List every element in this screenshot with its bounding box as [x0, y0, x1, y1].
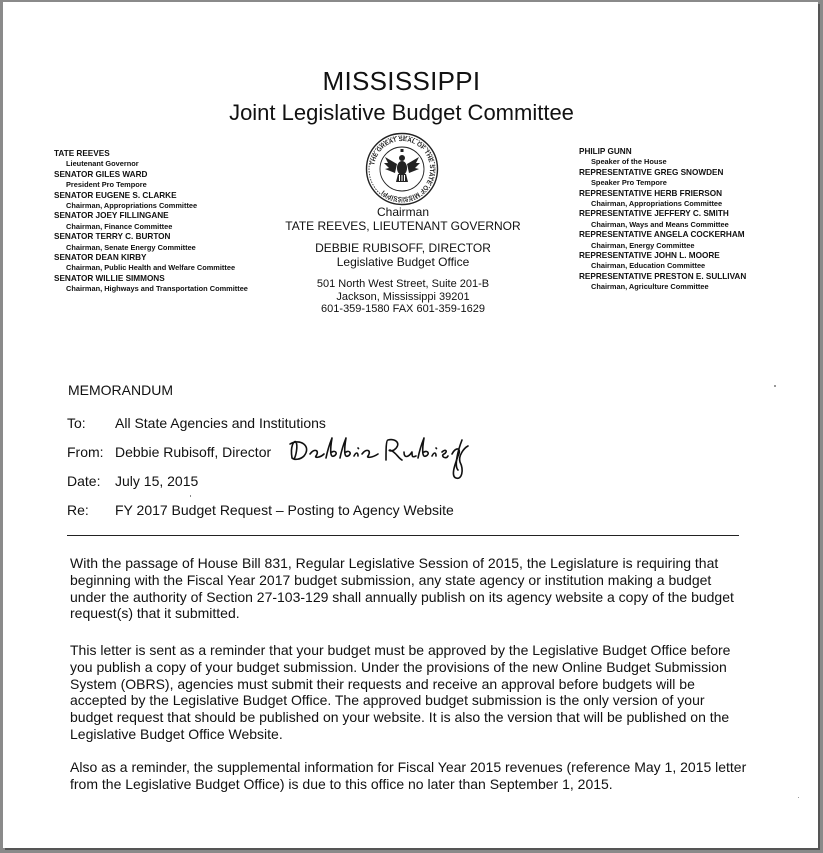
- letterhead-committee: Joint Legislative Budget Committee: [229, 100, 574, 125]
- member-entry: [54, 170, 284, 191]
- chairman-label: Chairman: [376, 205, 430, 219]
- member-role: Chairman, Energy Committee: [591, 240, 695, 250]
- member-name: REPRESENTATIVE GREG SNOWDEN: [579, 167, 724, 177]
- scan-speck: [798, 797, 799, 798]
- member-role: Chairman, Highways and Transportation Committee: [66, 284, 248, 294]
- member-role: Speaker of the House: [591, 157, 667, 167]
- member-entry: [54, 253, 284, 274]
- member-name: SENATOR DEAN KIRBY: [54, 253, 147, 263]
- director-name: DEBBIE RUBISOFF, DIRECTOR: [315, 241, 491, 255]
- member-name: SENATOR JOEY FILLINGANE: [54, 211, 169, 221]
- member-name: REPRESENTATIVE JEFFERY C. SMITH: [579, 209, 729, 219]
- member-name: SENATOR GILES WARD: [54, 169, 148, 179]
- member-role: Chairman, Finance Committee: [66, 221, 173, 231]
- member-role: Chairman, Agriculture Committee: [591, 282, 709, 292]
- member-entry: [54, 274, 284, 295]
- scan-speck: [190, 495, 191, 497]
- member-role: Chairman, Education Committee: [591, 261, 706, 271]
- member-name: TATE REEVES: [54, 149, 110, 158]
- member-role: Chairman, Appropriations Committee: [66, 201, 198, 211]
- to-label: To:: [67, 415, 86, 431]
- member-entry: [579, 147, 809, 168]
- member-entry: [579, 209, 809, 230]
- memo-from-row: [67, 444, 271, 460]
- body-paragraph-3: Also as a reminder, the supplemental information for Fiscal Year 2015 revenues (reference May 1, 2015 letter from the Legislative Budget Office) is due to this office no later than September 1, 2015.: [70, 759, 747, 792]
- date-value: July 15, 2015: [115, 473, 199, 489]
- body-paragraph-2: This letter is sent as a reminder that your budget must be approved by the Legislative Budget Office before you publish a copy of your budget submission. Under the provisions of the new Online Budget Submission System (OBRS), agencies must submit their requests and receive an approval before budgets will be accepted by the Legislative Budget Office. The approved budget submission is the only version of your budget request that should be published on your website. It is also the version that will be published on the Legislative Budget Office Website.: [70, 642, 731, 742]
- member-entry: [579, 189, 809, 210]
- to-value: All State Agencies and Institutions: [115, 415, 326, 431]
- address-line-1: 501 North West Street, Suite 201-B: [316, 278, 490, 290]
- re-label: Re:: [67, 502, 89, 518]
- address-line-2: Jackson, Mississippi 39201: [336, 290, 470, 303]
- from-label: From:: [67, 444, 104, 460]
- member-entry: [579, 251, 809, 272]
- member-name: PHILIP GUNN: [579, 147, 632, 156]
- seal-text: THE GREAT SEAL OF THE STATE OF MISSISSIPPI: [369, 135, 436, 203]
- member-entry: [579, 230, 809, 251]
- chairman-name: TATE REEVES, LIEUTENANT GOVERNOR: [285, 218, 521, 233]
- scan-speck: [774, 385, 776, 387]
- member-name: REPRESENTATIVE JOHN L. MOORE: [579, 251, 720, 261]
- memo-date-row: [67, 473, 198, 489]
- from-value: Debbie Rubisoff, Director: [115, 444, 272, 460]
- house-member-list: [579, 147, 809, 293]
- section-divider: [67, 535, 739, 536]
- memo-re-row: [67, 502, 454, 518]
- address-block: [253, 278, 553, 316]
- member-name: SENATOR TERRY C. BURTON: [54, 232, 171, 242]
- member-entry: [54, 211, 284, 232]
- body-paragraph-1: With the passage of House Bill 831, Regular Legislative Session of 2015, the Legislature is requiring that beginning with the Fiscal Year 2017 budget submission, any state agency or institution making a budget under the authority of Section 27-103-129 shall annually publish on its agency website a copy of the budget request(s) that it submitted.: [70, 555, 734, 622]
- member-name: REPRESENTATIVE HERB FRIERSON: [579, 188, 722, 198]
- chairman-block: [253, 206, 553, 233]
- member-entry: [54, 149, 284, 170]
- member-role: Chairman, Ways and Means Committee: [591, 219, 729, 229]
- phone-fax: 601-359-1580 FAX 601-359-1629: [321, 303, 485, 315]
- senate-member-list: [54, 149, 284, 295]
- memo-page: [3, 2, 818, 848]
- re-value: FY 2017 Budget Request – Posting to Agency Website: [115, 502, 454, 518]
- member-entry: [579, 272, 809, 293]
- member-name: REPRESENTATIVE ANGELA COCKERHAM: [579, 230, 745, 240]
- member-name: SENATOR WILLIE SIMMONS: [54, 273, 165, 283]
- letterhead-state: MISSISSIPPI: [322, 66, 481, 96]
- date-label: Date:: [67, 473, 101, 489]
- state-seal-icon: [365, 132, 439, 206]
- member-role: Chairman, Public Health and Welfare Committee: [66, 263, 236, 273]
- memo-heading: MEMORANDUM: [68, 382, 173, 398]
- member-role: Lieutenant Governor: [66, 159, 139, 169]
- member-role: President Pro Tempore: [66, 180, 147, 190]
- member-entry: [579, 168, 809, 189]
- member-role: Chairman, Appropriations Committee: [591, 199, 723, 209]
- member-role: Speaker Pro Tempore: [591, 178, 667, 188]
- member-entry: [54, 232, 284, 253]
- signature-icon: [286, 426, 476, 486]
- member-role: Chairman, Senate Energy Committee: [66, 242, 196, 252]
- office-name: Legislative Budget Office: [336, 254, 470, 269]
- director-block: [253, 242, 553, 269]
- member-name: REPRESENTATIVE PRESTON E. SULLIVAN: [579, 271, 747, 281]
- member-name: SENATOR EUGENE S. CLARKE: [54, 190, 177, 200]
- member-entry: [54, 191, 284, 212]
